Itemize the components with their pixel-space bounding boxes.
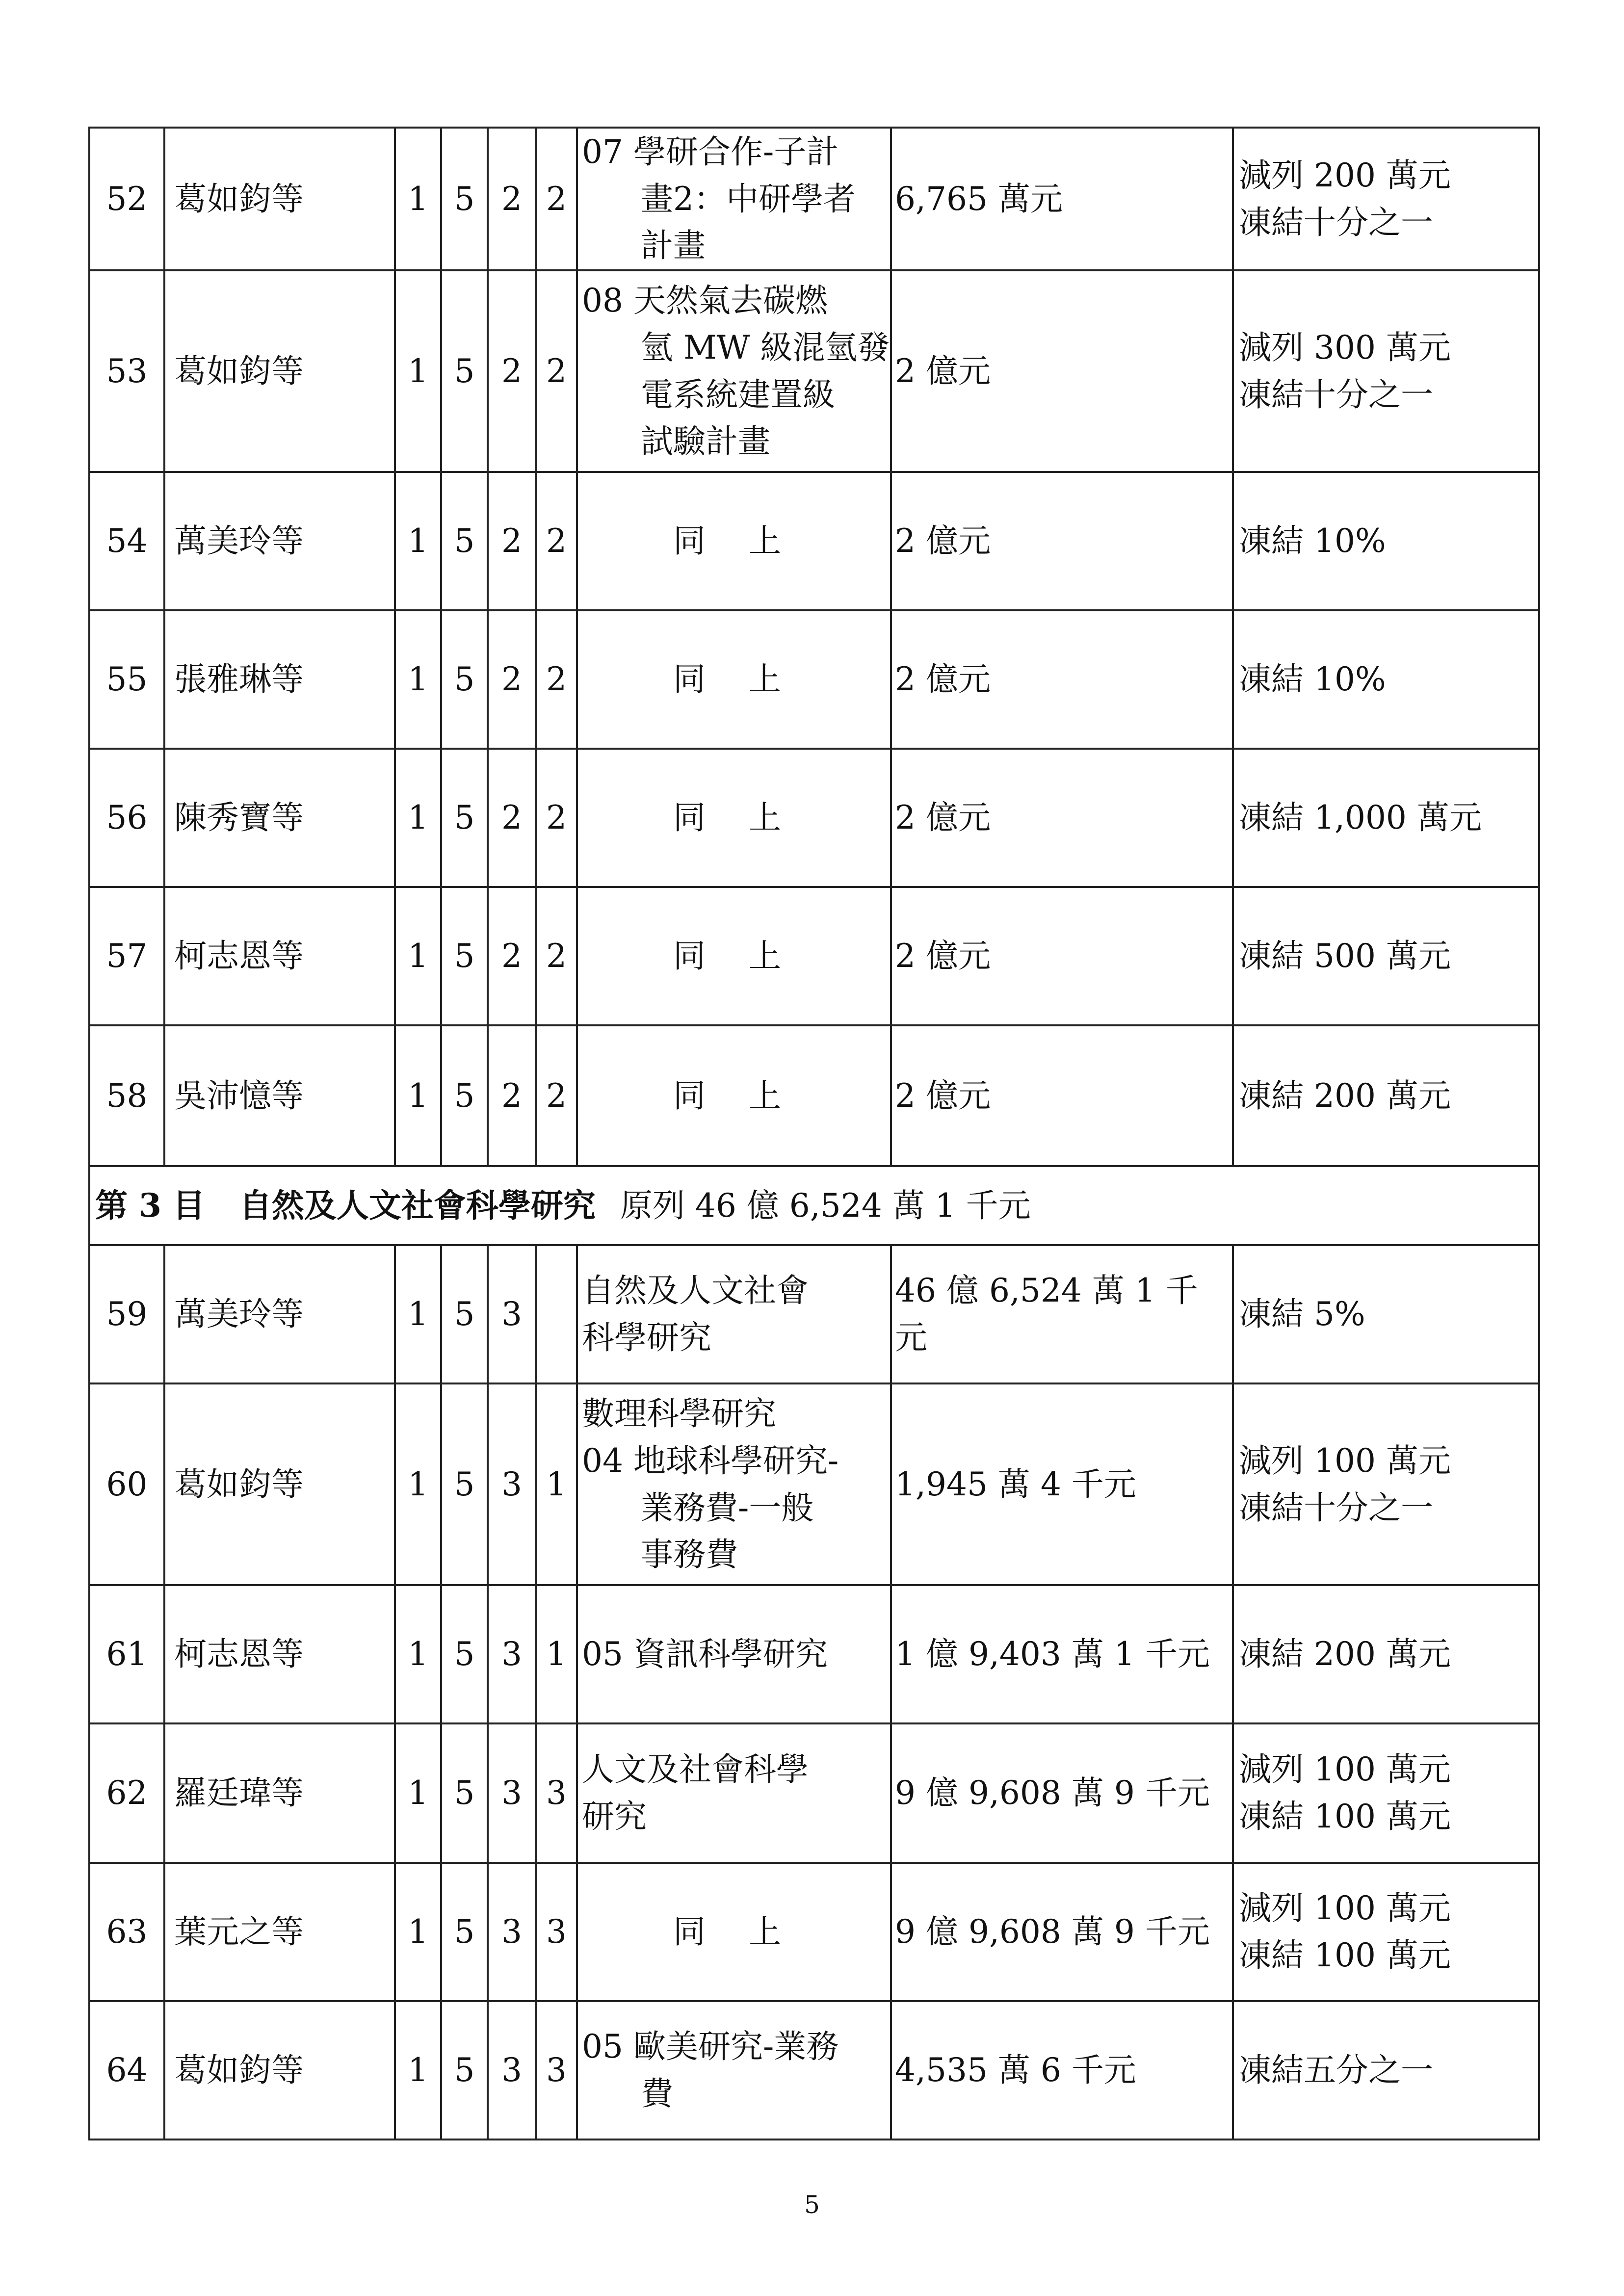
item-cell [577, 1383, 891, 1585]
amount-line: 1 億 9,403 萬 1 千元 [895, 1635, 1210, 1673]
action-cell [1233, 1245, 1539, 1383]
action-line: 凍結 5% [1239, 1295, 1365, 1333]
item-cell [577, 270, 891, 472]
item-cell [577, 128, 891, 270]
item-line: 畫2：中研學者 [641, 180, 856, 218]
table-row [89, 1585, 1539, 1723]
amount-cell: 2 億元 [891, 749, 1233, 887]
row-number: 54 [89, 472, 164, 610]
budget-code: 2 [536, 128, 577, 270]
amount-line: 元 [895, 1319, 927, 1357]
budget-code: 2 [536, 1025, 577, 1166]
row-number: 62 [89, 1723, 164, 1863]
amount-line: 9 億 9,608 萬 9 千元 [895, 1913, 1210, 1951]
action-cell [1233, 472, 1539, 610]
amount-cell [891, 1585, 1233, 1723]
budget-code: 2 [536, 610, 577, 749]
table-body-upper [89, 128, 1539, 1166]
table-row [89, 270, 1539, 472]
action-line: 凍結 10% [1239, 522, 1386, 560]
action-cell [1233, 887, 1539, 1025]
proposer-name: 葛如鈞等 [164, 270, 395, 472]
budget-code: 5 [441, 472, 488, 610]
proposer-name: 葛如鈞等 [164, 2001, 395, 2139]
action-line: 凍結 100 萬元 [1239, 1798, 1451, 1836]
budget-code: 5 [441, 128, 488, 270]
item-line: 04 地球科學研究- [582, 1441, 839, 1480]
item-same-as-above: 同上 [673, 1076, 824, 1115]
action-cell [1233, 610, 1539, 749]
table-row [89, 610, 1539, 749]
proposer-name: 羅廷瑋等 [164, 1723, 395, 1863]
budget-code: 1 [395, 2001, 441, 2139]
amount-cell [891, 1723, 1233, 1863]
item-same-as-above: 同上 [673, 799, 824, 837]
budget-code: 1 [536, 1383, 577, 1585]
amount-line: 1,945 萬 4 千元 [895, 1465, 1136, 1503]
action-line: 凍結十分之一 [1239, 203, 1433, 241]
amount-line: 46 億 6,524 萬 1 千 [895, 1272, 1198, 1310]
budget-code: 5 [441, 610, 488, 749]
action-line: 凍結十分之一 [1239, 375, 1433, 414]
budget-table [88, 127, 1540, 2140]
budget-code: 3 [536, 2001, 577, 2139]
table-row [89, 1025, 1539, 1166]
item-line: 05 資訊科學研究 [582, 1635, 828, 1673]
budget-code: 2 [488, 472, 536, 610]
item-same-as-above: 同上 [673, 522, 824, 560]
item-cell [577, 1245, 891, 1383]
budget-code: 2 [488, 270, 536, 472]
action-line: 減列 300 萬元 [1239, 328, 1451, 366]
budget-code [536, 1245, 577, 1383]
row-number: 52 [89, 128, 164, 270]
row-number: 53 [89, 270, 164, 472]
budget-code: 1 [395, 1383, 441, 1585]
budget-code: 2 [488, 1025, 536, 1166]
budget-code: 2 [488, 610, 536, 749]
budget-code: 3 [488, 1863, 536, 2001]
row-number: 60 [89, 1383, 164, 1585]
amount-cell: 6,765 萬元 [891, 128, 1233, 270]
item-cell [577, 1723, 891, 1863]
row-number: 57 [89, 887, 164, 1025]
amount-cell: 2 億元 [891, 1025, 1233, 1166]
action-line: 凍結 10% [1239, 660, 1386, 699]
row-number: 63 [89, 1863, 164, 2001]
budget-code: 5 [441, 1863, 488, 2001]
item-line: 氫 MW 級混氫發 [641, 328, 890, 366]
budget-code: 1 [395, 128, 441, 270]
table-row [89, 749, 1539, 887]
budget-code: 1 [536, 1585, 577, 1723]
action-line: 凍結十分之一 [1239, 1488, 1433, 1527]
action-line: 減列 100 萬元 [1239, 1750, 1451, 1789]
action-line: 凍結 500 萬元 [1239, 937, 1451, 975]
amount-cell: 2 億元 [891, 610, 1233, 749]
proposer-name: 萬美玲等 [164, 472, 395, 610]
budget-code: 5 [441, 1585, 488, 1723]
budget-code: 1 [395, 270, 441, 472]
item-line: 事務費 [641, 1536, 738, 1574]
page-number: 5 [804, 2191, 820, 2219]
action-line: 減列 100 萬元 [1239, 1889, 1451, 1928]
budget-code: 1 [395, 610, 441, 749]
table-row [89, 128, 1539, 270]
amount-cell [891, 2001, 1233, 2139]
action-line: 減列 100 萬元 [1239, 1441, 1451, 1480]
proposer-name: 柯志恩等 [164, 887, 395, 1025]
item-cell [577, 610, 891, 749]
budget-code: 3 [488, 1585, 536, 1723]
budget-code: 5 [441, 270, 488, 472]
section-header-body [89, 1166, 1539, 1245]
amount-line: 9 億 9,608 萬 9 千元 [895, 1774, 1210, 1812]
item-cell [577, 1585, 891, 1723]
item-line: 費 [641, 2075, 673, 2113]
budget-code: 5 [441, 2001, 488, 2139]
amount-cell: 2 億元 [891, 887, 1233, 1025]
row-number: 58 [89, 1025, 164, 1166]
action-line: 凍結 1,000 萬元 [1239, 799, 1482, 837]
item-line: 人文及社會科學 [582, 1750, 809, 1789]
item-line: 自然及人文社會 [582, 1272, 809, 1310]
item-line: 電系統建置級 [641, 375, 835, 414]
item-line: 05 歐美研究-業務 [582, 2028, 839, 2066]
budget-code: 2 [536, 270, 577, 472]
budget-code: 2 [488, 887, 536, 1025]
action-cell [1233, 749, 1539, 887]
row-number: 61 [89, 1585, 164, 1723]
budget-code: 5 [441, 1723, 488, 1863]
item-same-as-above: 同上 [673, 937, 824, 975]
section-title: 自然及人文社會科學研究 [239, 1186, 596, 1225]
budget-code: 3 [488, 1723, 536, 1863]
action-cell [1233, 1585, 1539, 1723]
budget-code: 5 [441, 887, 488, 1025]
proposer-name: 柯志恩等 [164, 1585, 395, 1723]
item-line: 試驗計畫 [641, 422, 770, 461]
budget-code: 2 [536, 749, 577, 887]
proposer-name: 吳沛憶等 [164, 1025, 395, 1166]
item-line: 數理科學研究 [582, 1395, 776, 1433]
budget-code: 1 [395, 1585, 441, 1723]
section-header-row [89, 1166, 1539, 1245]
budget-code: 1 [395, 887, 441, 1025]
action-line: 凍結 100 萬元 [1239, 1936, 1451, 1975]
budget-code: 3 [488, 1383, 536, 1585]
action-line: 凍結五分之一 [1239, 2051, 1433, 2089]
budget-code: 3 [488, 1245, 536, 1383]
item-same-as-above: 同上 [673, 1913, 824, 1951]
row-number: 56 [89, 749, 164, 887]
proposer-name: 葉元之等 [164, 1863, 395, 2001]
item-line: 科學研究 [582, 1319, 711, 1357]
amount-cell [891, 1863, 1233, 2001]
budget-code: 3 [488, 2001, 536, 2139]
proposer-name: 葛如鈞等 [164, 128, 395, 270]
amount-line: 4,535 萬 6 千元 [895, 2051, 1136, 2089]
action-cell [1233, 1723, 1539, 1863]
budget-code: 2 [488, 128, 536, 270]
item-cell [577, 2001, 891, 2139]
item-line: 07 學研合作-子計 [582, 133, 839, 171]
table-row [89, 2001, 1539, 2139]
amount-cell [891, 1245, 1233, 1383]
table-body-lower [89, 1245, 1539, 2139]
item-line: 業務費-一般 [641, 1488, 814, 1527]
budget-code: 1 [395, 1723, 441, 1863]
action-cell [1233, 1863, 1539, 2001]
budget-code: 1 [395, 749, 441, 887]
budget-code: 1 [395, 1025, 441, 1166]
budget-code: 5 [441, 1245, 488, 1383]
item-line: 08 天然氣去碳燃 [582, 282, 828, 320]
table-row [89, 1863, 1539, 2001]
row-number: 55 [89, 610, 164, 749]
action-cell [1233, 1025, 1539, 1166]
amount-cell: 2 億元 [891, 472, 1233, 610]
table-row [89, 1383, 1539, 1585]
budget-code: 1 [395, 1863, 441, 2001]
budget-code: 5 [441, 1383, 488, 1585]
action-line: 凍結 200 萬元 [1239, 1635, 1451, 1673]
proposer-name: 葛如鈞等 [164, 1383, 395, 1585]
budget-code: 5 [441, 749, 488, 887]
section-label: 第 3 目 [95, 1186, 205, 1225]
action-line: 凍結 200 萬元 [1239, 1076, 1451, 1115]
row-number: 64 [89, 2001, 164, 2139]
budget-code: 5 [441, 1025, 488, 1166]
section-original-amount: 原列 46 億 6,524 萬 1 千元 [620, 1186, 1031, 1225]
proposer-name: 萬美玲等 [164, 1245, 395, 1383]
proposer-name: 張雅琳等 [164, 610, 395, 749]
table-row [89, 1245, 1539, 1383]
action-line: 減列 200 萬元 [1239, 156, 1451, 194]
budget-code: 2 [488, 749, 536, 887]
table-row [89, 472, 1539, 610]
item-line: 計畫 [641, 227, 706, 265]
amount-cell [891, 1383, 1233, 1585]
amount-cell: 2 億元 [891, 270, 1233, 472]
row-number: 59 [89, 1245, 164, 1383]
budget-code: 2 [536, 887, 577, 1025]
budget-code: 3 [536, 1723, 577, 1863]
proposer-name: 陳秀寶等 [164, 749, 395, 887]
budget-code: 1 [395, 472, 441, 610]
budget-code: 2 [536, 472, 577, 610]
item-cell [577, 887, 891, 1025]
action-cell [1233, 128, 1539, 270]
item-cell [577, 1025, 891, 1166]
table-row [89, 1723, 1539, 1863]
item-same-as-above: 同上 [673, 660, 824, 699]
action-cell [1233, 270, 1539, 472]
item-cell [577, 749, 891, 887]
section-header [89, 1166, 1539, 1245]
budget-code: 1 [395, 1245, 441, 1383]
table-row [89, 887, 1539, 1025]
item-line: 研究 [582, 1798, 647, 1836]
item-cell [577, 472, 891, 610]
action-cell [1233, 2001, 1539, 2139]
budget-code: 3 [536, 1863, 577, 2001]
item-cell [577, 1863, 891, 2001]
action-cell [1233, 1383, 1539, 1585]
